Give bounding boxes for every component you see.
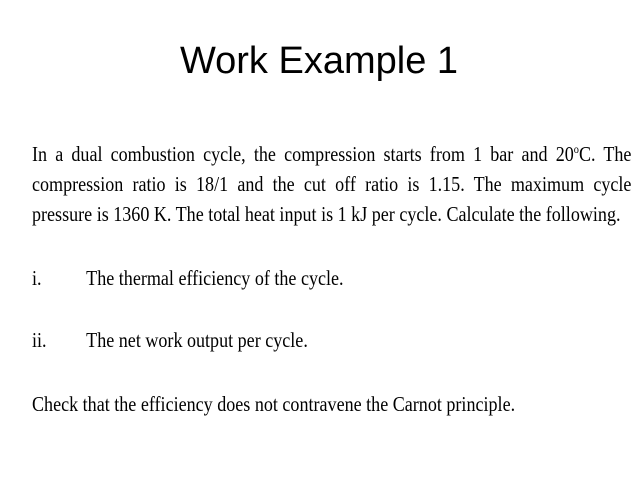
list-item-text: The net work output per cycle. [86, 328, 308, 352]
list-item-text: The thermal efficiency of the cycle. [86, 266, 344, 290]
closing-instruction: Check that the efficiency does not contravene the Carnot principle. [32, 392, 516, 416]
paragraph-line-2: compression ratio is 18/1 and the cut off ratio is 1.15. The maximum cycle [32, 172, 632, 196]
paragraph-line-1 [32, 139, 631, 169]
problem-paragraph [32, 139, 632, 229]
paragraph-line-3: pressure is 1360 K. The total heat input is 1 kJ per cycle. Calculate the following. [32, 202, 621, 226]
slide-title: Work Example 1 [179, 40, 459, 82]
degree-sup: o [573, 142, 579, 156]
line-1-pre: In a dual combustion cycle, the compression starts from 1 bar and 20 [32, 142, 574, 166]
list-item [32, 325, 308, 355]
paragraph-line-1-text [32, 139, 631, 169]
list-marker: ii. [32, 328, 47, 352]
line-1-post: C. The [578, 142, 632, 166]
list-item [32, 263, 344, 293]
list-marker: i. [32, 266, 42, 290]
